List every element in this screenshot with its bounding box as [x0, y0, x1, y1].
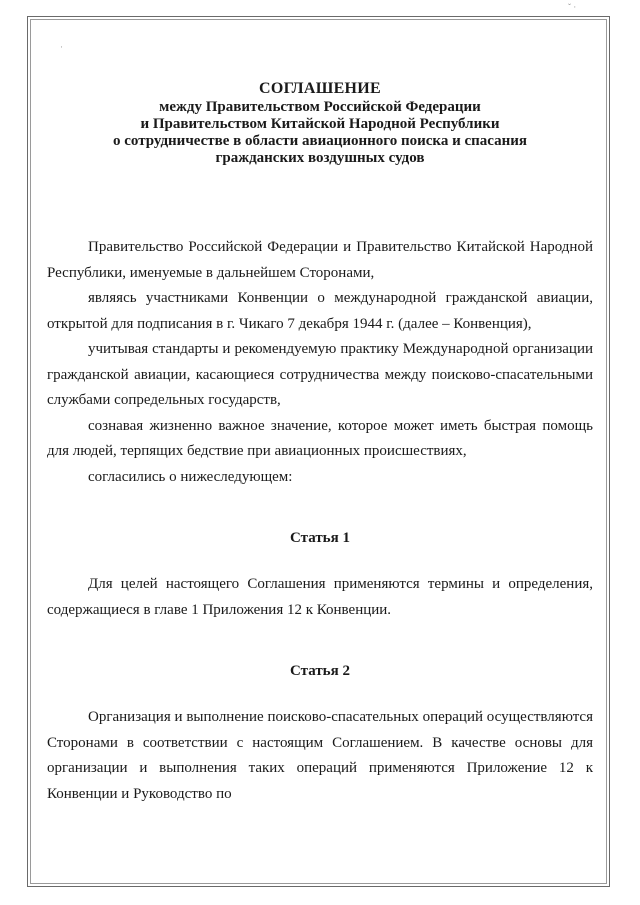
- document-title: [47, 80, 593, 167]
- title-line: между Правительством Российской Федерации: [159, 99, 481, 115]
- preamble-paragraph: Правительство Российской Федерации и Правительство Китайской Народной Республики, именуемые в дальнейшем Сторонами,: [47, 239, 593, 281]
- title-line: гражданских воздушных судов: [215, 150, 425, 166]
- article-paragraph: Для целей настоящего Соглашения применяются термины и определения, содержащиеся в главе 1 Приложения 12 к Конвенции.: [47, 576, 593, 618]
- title-line: о сотрудничестве в области авиационного поиска и спасания: [112, 133, 528, 149]
- article-paragraph: Организация и выполнение поисково-спасательных операций осуществляются Сторонами в соответствии с настоящим Соглашением. В качестве основы для организации и выполнения таких операций применяются Приложение 12 к Конвенции и Руководство по: [47, 709, 593, 802]
- title-line: и Правительством Китайской Народной Республики: [140, 116, 500, 132]
- article-heading: Статья 2: [290, 663, 350, 679]
- scan-artifact: ˇ ·: [568, 2, 577, 12]
- preamble-paragraph: являясь участниками Конвенции о международной гражданской авиации, открытой для подписания в г. Чикаго 7 декабря 1944 г. (далее – Конвенция),: [47, 290, 593, 332]
- article-heading: Статья 1: [290, 530, 350, 546]
- preamble-paragraph: сознавая жизненно важное значение, которое может иметь быстрая помощь для людей, терпящих бедствие при авиационных происшествиях,: [47, 417, 593, 459]
- preamble-paragraph: согласились о нижеследующем:: [88, 468, 293, 485]
- title-main: СОГЛАШЕНИЕ: [258, 80, 382, 97]
- scan-artifact: ·: [60, 42, 63, 52]
- preamble-paragraph: учитывая стандарты и рекомендуемую практику Международной организации гражданской авиации, касающиеся сотрудничества между поисково-спасательными службами сопредельных государств,: [47, 341, 593, 408]
- document-body: [47, 80, 593, 807]
